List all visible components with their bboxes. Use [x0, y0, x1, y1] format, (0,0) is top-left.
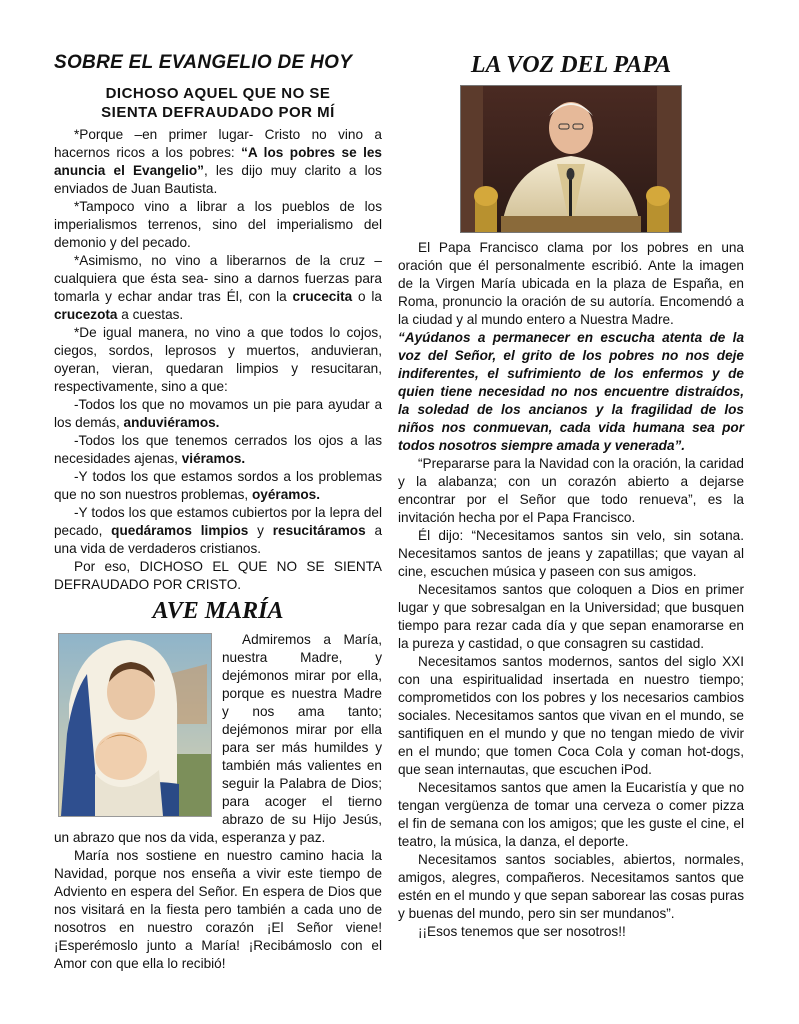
gospel-p3-mid: o la — [352, 289, 382, 304]
pope-prayer-quote: “Ayúdanos a permanecer en escucha atenta de la voz del Señor, el grito de los pobres no nos deje indiferentes, el sufrimiento de los enfermos y de quien tiene necesidad no nos encuentre distraídos, la soledad de los ancianos y la fragilidad de los niños nos conmuevan, cada vida humana sea por todos nosotros siempre amada y venerada”. — [398, 330, 744, 453]
gospel-p8-end: a una vida de verdaderos cristianos. — [54, 523, 383, 556]
gospel-subheading — [54, 84, 382, 122]
gospel-p3-text: *Asimismo, no vino a liberarnos de la cruz – cualquiera que ésta sea- sino a darnos fuerzas para tomarla y echar andar tras Él, con la — [54, 253, 382, 304]
pope-body — [398, 239, 744, 941]
ave-maria-paragraph-1: Admiremos a María, nuestra Madre, y dejémonos mirar por ella, porque es nuestra Madre y nos ama tanto; dejémonos mirar por ella para ser más humildes y también más valientes en seguir la Palabra de Dios; para acoger el tierno abrazo de su Hijo Jesús, un abrazo que nos da vida, esperanza y paz. — [54, 632, 382, 845]
pope-paragraph-8: ¡¡Esos tenemos que ser nosotros!! — [418, 924, 626, 939]
gospel-section-heading: SOBRE EL EVANGELIO DE HOY — [54, 52, 353, 73]
gospel-paragraph-5 — [54, 396, 382, 432]
gospel-paragraph-9: Por eso, DICHOSO EL QUE NO SE SIENTA DEFRAUDADO POR CRISTO. — [54, 559, 382, 592]
gospel-subheading-line2: SIENTA DEFRAUDADO POR MÍ — [101, 104, 335, 121]
gospel-p1-text: *Porque –en primer lugar- Cristo no vino a hacernos ricos a los pobres: — [54, 127, 382, 160]
gospel-paragraph-6 — [54, 432, 382, 468]
gospel-paragraph-8 — [54, 504, 382, 558]
virgin-mary-illustration — [59, 634, 211, 816]
quedaramos-limpios-bold: quedáramos limpios — [111, 523, 249, 538]
pope-paragraph-3: Él dijo: “Necesitamos santos sin velo, sin sotana. Necesitamos santos de jeans y zapatillas; que vayan al cine, escuchen música y paseen con sus amigos. — [398, 528, 744, 579]
pope-section-heading: LA VOZ DEL PAPA — [470, 52, 672, 78]
gospel-p7-text: -Y todos los que estamos sordos a los problemas que no son nuestros problemas, — [54, 469, 382, 502]
gospel-subheading-line1: DICHOSO AQUEL QUE NO SE — [105, 85, 331, 102]
gospel-body — [54, 126, 382, 594]
ave-maria-heading: AVE MARÍA — [152, 598, 284, 624]
vieramos-bold: viéramos. — [181, 451, 246, 466]
gospel-p8-mid: y — [248, 523, 273, 538]
pope-francis-illustration — [461, 86, 681, 232]
pope-paragraph-7: Necesitamos santos sociables, abiertos, normales, amigos, alegres, compañeros. Necesitamos santos que estén en el mundo y que sepan saborear las cosas puras y buenas del mundo, pero sin ser mundanos”. — [398, 852, 744, 921]
ave-maria-body — [54, 631, 382, 973]
gospel-paragraph-7 — [54, 468, 382, 504]
oyeramos-bold: oyéramos. — [252, 487, 321, 502]
pope-paragraph-1: El Papa Francisco clama por los pobres en una oración que él personalmente escribió. Ante la imagen de la Virgen María ubicada en la plaza de España, en Roma, pronuncio la oración de su autoría. Encomendó a la ciudad y al mundo entero a Nuestra Madre. — [398, 240, 744, 327]
gospel-p5-text: -Todos los que no movamos un pie para ayudar a los demás, — [54, 397, 382, 430]
crucezota-bold: crucezota — [54, 307, 118, 322]
gospel-paragraph-2: *Tampoco vino a librar a los pueblos de los imperialismos terrenos, sino del imperialismo del demonio y del pecado. — [54, 199, 382, 250]
gospel-paragraph-4: *De igual manera, no vino a que todos lo cojos, ciegos, sordos, leprosos y muertos, anduvieran, oyeran, vieran, quedaran limpios y resucitaran, respectivamente, sino a que: — [54, 325, 382, 394]
anduvieramos-bold: anduviéramos. — [123, 415, 220, 430]
gospel-paragraph-3 — [54, 252, 382, 324]
pope-francis-photo — [460, 85, 682, 233]
pope-paragraph-4: Necesitamos santos que coloquen a Dios en primer lugar y que sobresalgan en la Universidad; que busquen tiempo para rezar cada día y que sepan enamorarse en la pureza y castidad, o que consagren su castidad. — [398, 582, 744, 651]
virgin-mary-image — [58, 633, 212, 817]
crucecita-bold: crucecita — [292, 289, 353, 304]
pope-paragraph-2: “Prepararse para la Navidad con la oración, la caridad y la alabanza; con un corazón abierto a dejarse encontrar por el Señor que todo renueva”, es la invitación hecha por el Papa Francisco. — [398, 456, 744, 525]
resucitaramos-bold: resucitáramos — [272, 523, 366, 538]
gospel-paragraph-1 — [54, 126, 382, 198]
gospel-p8-text: -Y todos los que estamos cubiertos por la lepra del pecado, — [54, 505, 382, 538]
right-column — [398, 46, 744, 941]
pope-paragraph-5: Necesitamos santos modernos, santos del siglo XXI con una espiritualidad insertada en nuestro tiempo; comprometidos con los pobres y los necesarios cambios sociales. Necesitamos santos que vivan en el mundo, se santifiquen en el mundo y que no tengan miedo de vivir en el mundo; que tomen Coca Cola y coman hot-dogs, que sean internautas, que escuchen iPod. — [398, 654, 744, 777]
pope-paragraph-6: Necesitamos santos que amen la Eucaristía y que no tengan vergüenza de tomar una cerveza o comer pizza el fin de semana con los amigos; que les guste el cine, el teatro, la música, la danza, el deporte. — [398, 780, 744, 849]
gospel-p1-end: , les dijo muy clarito a los enviados de Juan Bautista. — [54, 163, 382, 196]
ave-maria-paragraph-2: María nos sostiene en nuestro camino hacia la Navidad, porque nos enseña a vivir este tiempo de Adviento en espera del Señor. En espera de Dios que nos visitará en la fiesta pero también a cada uno de nosotros en nuestro corazón ¡El Señor viene! ¡Esperémoslo junto a María! ¡Recibámoslo con el Amor con que ella lo recibió! — [54, 848, 382, 971]
gospel-p3-end: a cuestas. — [117, 307, 184, 322]
gospel-quote-bold: “A los pobres se les anuncia el Evangelio” — [54, 145, 382, 178]
left-column — [54, 46, 382, 973]
gospel-p6-text: -Todos los que tenemos cerrados los ojos a las necesidades ajenas, — [54, 433, 382, 466]
